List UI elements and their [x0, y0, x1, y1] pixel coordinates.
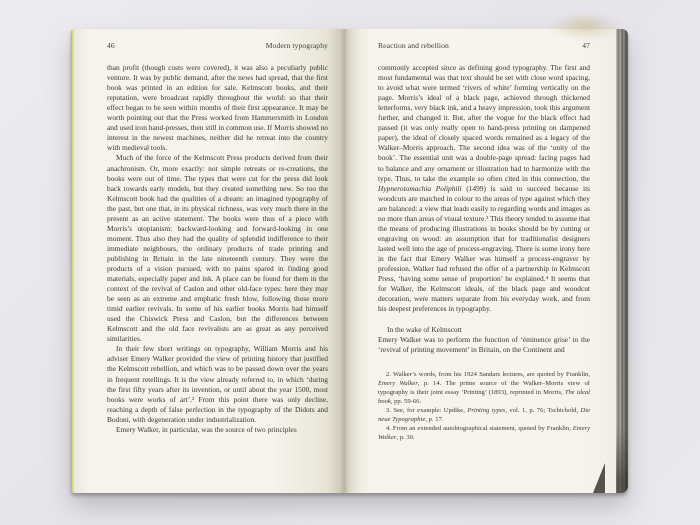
left-page — [74, 29, 344, 493]
running-head-title-left: Modern typography — [265, 41, 328, 50]
italic-title: The ideal book — [378, 389, 590, 406]
italic-title: Emery Walker — [378, 380, 418, 388]
page-corner-shadow — [593, 463, 605, 493]
body-paragraph: Much of the force of the Kelmscott Press products derived from their anachronism. Or, more exactly: not simple retreats or re-creations, the books were out of time. The types that were cut for the press did look back towards early models, but they created something new. So too the Kelmscott book had the qualities of a dream: an imagined typography of the past, but one that, in its physical richness, was very much there in the present as an active statement. The books were thus of a piece with Morris’s utopianism: backward-looking and forward-looking in one moment. Thus also they had the quality of splendid indifference to their immediate neighbours, the ordinary products of trade printing and publishing in Britain in the late nineteenth century. They were the products of a vision pursued, with no pains spared in finding good materials, especially paper and ink. A place can be found for them in the context of the revival of Caslon and other old-face types: here they may be seen as an extreme and emphatic fresh blow, following those more timid earlier revivals. In some of his earlier books Morris had himself used the Chiswick Press and Caslon, but the differences between Kelmscott and the old face revivalists are as great as any perceived similarities. — [107, 153, 328, 344]
left-running-head — [107, 41, 328, 51]
body-paragraph: Emery Walker was to perform the function of ‘éminence grise’ to the ‘revival of printing movement’ in Britain, on the Continent and — [378, 335, 590, 355]
page-number-right: 47 — [582, 41, 590, 50]
italic-title: Printing types — [467, 407, 506, 415]
body-paragraph: In their few short writings on typography, William Morris and his adviser Emery Walker provided the view of printing history that justified the Kelmscott rebellion, and which was to be passed down over the years in frequent retellings. It is the view already referred to, in which ‘during the first fifty years after its invention, or until about the year 1500, most books were works of art’.² From this point there was only decline, reaching a depth of false perfection in the typography of the Didots and Bodoni, with degeneration under industrialization. — [107, 344, 328, 424]
left-page-text — [107, 63, 328, 435]
footnote: 4. From an extended autobiographical statement, quoted by Franklin, Emery Walker, p. 30. — [378, 425, 590, 442]
italic-title: Hypnerotomachia Poliphili — [378, 183, 462, 193]
section-text — [378, 335, 590, 355]
section-heading: In the wake of Kelmscott — [387, 325, 462, 335]
right-page — [344, 29, 616, 493]
body-paragraph: than profit (though costs were covered), it was also a peculiarly public venture. It was by public demand, after the news had spread, that the first book was printed in an edition for sale. Kelmscott books, and their reputation, were broadcast rapidly throughout the world: so that their effect began to be seen within months of their first appearance. It may be worth pointing out that the Press worked from Hammersmith in London and used iron hand-presses, then still in common use. If Morris showed no interest in the newest machines, neither did he retreat into the country with medieval tools. — [107, 63, 328, 153]
right-page-text — [378, 63, 590, 314]
body-paragraph: Emery Walker, in particular, was the source of two principles — [116, 424, 297, 434]
footnote: 2. Walker’s words, from his 1924 Sandars lectures, are quoted by Franklin, Emery Walker, p. 14. The prime source of the Walker–Morris view of typography is their joint essay ‘Printing’ (1893), reprinted in Morris, The ideal book, pp. 59-66. — [378, 371, 590, 406]
open-book — [71, 29, 628, 493]
italic-title: Emery Walker — [378, 425, 590, 442]
right-running-head — [378, 41, 590, 51]
footnote: 3. See, for example: Updike, Printing types, vol. 1, p. 76; Tschichold, Die neue Typographie, p. 17. — [378, 407, 591, 424]
page-number-left: 46 — [107, 41, 115, 50]
body-paragraph: commonly accepted since as defining good typography. The first and most fundamental was that text should be set with close word spacing, to avoid what were termed ‘rivers of white’ forming vertically on the page. Morris’s ideal of a black page, achieved through thickened letterforms, very black ink, and a heavy impression, took this argument further, and changed it. But, after the vogue for the black effect had passed (it was only really open to hand-press printing on dampened paper), the ideal of closely spaced words remained as a legacy of the Walker–Morris approach. The second idea was of the ‘unity of the book’. The essential unit was a double-page spread: facing pages had to balance and any ornament or illustration had to harmonize with the type. Thus, to take the example so often cited in this connection, the Hypnerotomachia Poliphili (1499) is said to succeed because its woodcuts are matched in colour to the areas of type against which they are balanced: a view that leads easily to regarding words and images as no more than areas of visual texture.³ This theory tended to assume that the means of producing illustrations in books should be by cutting or engraving on wood: an assumption that for traditionalist designers lasted well into the age of process-engraving. There is some irony here in the fact that Emery Walker was himself a process-engraver by profession. Walker had refused the offer of a partnership in Kelmscott Press, ‘having some sense of proportion’ he explained.⁴ It seems that for Walker, the Kelmscott ideals, of the black page and woodcut decoration, were matters separate from his everyday work, and from his deepest preferences in typography. — [378, 63, 591, 314]
running-head-title-right: Reaction and rebellion — [378, 41, 449, 50]
page-block-fore-edge — [616, 29, 628, 493]
italic-title: Die neue Typographie — [378, 407, 591, 424]
footnotes-block — [378, 370, 590, 442]
